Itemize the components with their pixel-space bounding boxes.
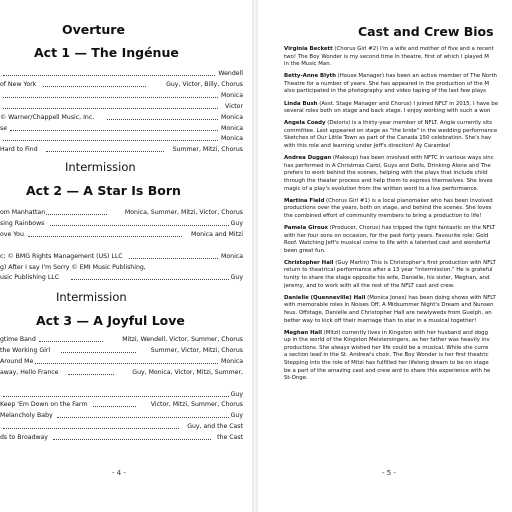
bio-name: Betty-Anne Blyth xyxy=(284,73,336,80)
bio-text: committee. Last appeared on stage as "the bride" in the wedding performance xyxy=(284,127,498,134)
bios-heading: Cast and Crew Bios xyxy=(358,24,494,39)
song-title: sing Rainbows xyxy=(0,219,45,227)
song-title: Keep 'Em Down on the Farm xyxy=(0,401,88,409)
song-performers: Mitzi, Wendell, Victor, Summer, Chorus xyxy=(122,336,243,343)
song-performers: Guy, and the Cast xyxy=(187,423,243,431)
bio-text: a section lead in the St. Andrew's choir, The Boy Wonder is her first theatric xyxy=(284,352,489,359)
dot-leader xyxy=(57,417,229,418)
song-row xyxy=(0,412,243,420)
bio-text: be a part of the amazing cast and crew and to share this experience with he xyxy=(284,367,491,374)
dot-leader xyxy=(3,75,215,76)
bio-text: has performed in A Christmas Carol, Guys and Dolls, Drinking Alone and The xyxy=(284,162,491,169)
song-title: g) After I say I'm Sorry © EMI Music Publishing, xyxy=(0,263,146,271)
bio-entry xyxy=(284,120,512,150)
song-title: usic Publishing LLC xyxy=(0,274,60,282)
song-row xyxy=(0,81,243,89)
bio-text: tunity to share the stage opposite his wife, Danielle, his sister, Meghan, and xyxy=(284,275,490,282)
song-row xyxy=(0,242,243,250)
dot-leader xyxy=(93,406,136,407)
bio-text: (Guy Martin) This is Christopher's first production with NFLT xyxy=(333,259,496,266)
song-performers: Guy xyxy=(230,274,243,282)
song-performers: Victor, Mitzi, Summer, Chorus xyxy=(150,401,243,409)
bio-text: better way to kick off their marriage than to star in a musical together! xyxy=(284,317,477,324)
bio-text: Jeremy, and to work with all the rest of the NFLT cast and crew. xyxy=(284,282,455,289)
bio-entry xyxy=(284,260,512,290)
song-row xyxy=(0,391,243,399)
song-title: © Warner/Chappell Music, Inc. xyxy=(0,113,95,121)
bio-text: up in the world of the Kingston Meistersingers, as her father was heavily inv xyxy=(284,337,490,344)
overture-heading: Overture xyxy=(62,22,125,37)
song-row xyxy=(0,336,243,344)
song-row xyxy=(0,70,243,78)
bio-text: been great fun. xyxy=(284,247,326,254)
song-title: the Working Girl xyxy=(0,346,51,354)
bio-text: also participated in the photography and video taping of the last few plays xyxy=(284,88,486,95)
bio-text: St-Onge. xyxy=(284,375,308,382)
song-performers: Monica xyxy=(221,357,243,365)
song-row xyxy=(0,209,243,217)
bio-name: Linda Bush xyxy=(284,100,318,107)
song-performers: Monica xyxy=(221,124,243,132)
song-performers: Monica xyxy=(221,113,243,121)
song-performers: Summer, Mitzi, Chorus xyxy=(172,146,243,154)
song-performers: Wendell xyxy=(218,70,243,77)
dot-leader xyxy=(28,236,182,237)
bio-name: Christopher Hall xyxy=(284,259,334,266)
song-title: ds to Broadway xyxy=(0,434,48,442)
dot-leader xyxy=(61,352,136,353)
bio-text: magic of a play's evolution from the written word to a live performance. xyxy=(284,185,479,192)
song-title: se xyxy=(0,124,8,132)
bio-text: (Makeup) has been involved with NFTC in various ways sinc xyxy=(331,155,494,162)
song-performers: Guy xyxy=(230,219,243,227)
song-row xyxy=(0,380,243,388)
bio-entry xyxy=(284,46,512,69)
bio-name: Angela Coady xyxy=(284,120,326,127)
dot-leader xyxy=(3,108,218,109)
song-performers: Guy xyxy=(230,390,243,398)
song-performers: Monica and Mitzi xyxy=(191,230,243,238)
dot-leader xyxy=(3,428,179,429)
bio-name: Andrea Duggan xyxy=(284,155,332,162)
song-title: om Manhattan xyxy=(0,209,46,216)
page-number-right: - 5 - xyxy=(382,469,396,477)
dot-leader xyxy=(129,258,218,259)
song-performers: Monica xyxy=(221,252,243,260)
bio-entry xyxy=(284,295,512,325)
bio-text: with her four sons on occasion, for the past forty years. Favourite role: Gold xyxy=(284,232,489,239)
bio-text: prefers to work behind the scenes, helping with the plays that include child xyxy=(284,170,488,177)
song-title: away, Hello France xyxy=(0,368,59,376)
bio-text: Stepping into the role of Mitzi has fulfilled her lifelong dream to be on stage xyxy=(284,360,489,367)
song-performers: Guy, Victor, Billy, Chorus xyxy=(166,80,243,88)
song-row xyxy=(0,401,243,409)
bio-text: (Asst. Stage Manager and Chorus) I joined NFLT in 2015. I have be xyxy=(317,100,499,107)
bio-text: (Deloris) is a thirty-year member of NFLT. Angie currently sits xyxy=(325,120,493,127)
bio-text: (House Manager) has been an active member of The North xyxy=(335,73,497,80)
act2-heading: Act 2 — A Star Is Born xyxy=(26,183,181,198)
song-performers: the Cast xyxy=(217,434,243,442)
bio-text: (Mitzi) currently lives in Kingston with her husband and dogg xyxy=(321,329,489,336)
song-performers: Monica xyxy=(221,135,243,143)
song-row xyxy=(0,253,243,261)
bio-entry xyxy=(284,155,512,193)
left-page xyxy=(0,0,252,512)
bio-entry xyxy=(284,225,512,255)
dot-leader xyxy=(43,86,147,87)
song-title: Melancholy Baby xyxy=(0,412,53,420)
song-row xyxy=(0,135,243,143)
bio-text: (Producer, Chorus) has tripped the light fantastic on the NFLT xyxy=(328,225,496,231)
right-page xyxy=(258,0,512,512)
bio-text: productions. She always wished her life could be a musical. While she curre xyxy=(284,344,489,351)
song-title: c; © BMG Rights Management (US) LLC xyxy=(0,252,123,260)
bio-entry xyxy=(284,330,512,383)
song-row xyxy=(0,423,243,431)
song-row xyxy=(0,434,243,442)
song-row xyxy=(0,264,243,272)
dot-leader xyxy=(10,130,218,131)
dot-leader xyxy=(46,214,107,215)
bio-text: several roles both on stage and back stage. I enjoy working with such a won xyxy=(284,108,491,115)
bio-text: in the Music Man. xyxy=(284,61,332,68)
bio-text: productions over the years, both on stage, and behind the scenes. She loves xyxy=(284,205,492,212)
dot-leader xyxy=(68,374,114,375)
bio-text: (Chorus Girl #2) I'm a wife and mother of five and a recent xyxy=(332,46,494,52)
song-performers: Guy, Monica, Victor, Mitzi, Summer, xyxy=(132,368,243,376)
song-title: Hard to Find xyxy=(0,146,38,154)
bio-text: with memorable roles in Noises Off, A Midsummer Night's Dream and Nunsen xyxy=(284,302,494,309)
bio-text: two! The Boy Wonder is my second time in theatre, first of which I played M xyxy=(284,53,489,60)
song-row xyxy=(0,358,243,366)
intermission-2: Intermission xyxy=(56,290,127,304)
dot-leader xyxy=(3,97,218,98)
dot-leader xyxy=(53,439,211,440)
song-row xyxy=(0,103,243,111)
song-title: Around Me xyxy=(0,357,34,365)
song-row xyxy=(0,220,243,228)
song-title: of New York xyxy=(0,80,37,88)
bio-text: with this role and learning under Jeff's direction! Ay Caramba! xyxy=(284,143,451,150)
song-row xyxy=(0,146,243,154)
song-performers: Victor xyxy=(225,102,243,110)
song-row xyxy=(0,92,243,100)
song-performers: Monica, Summer, Mitzi, Victor, Chorus xyxy=(124,209,243,216)
dot-leader xyxy=(35,363,218,364)
dot-leader xyxy=(3,396,229,397)
bio-text: Roof. Watching Jeff's musical come to life with a talented cast and wonderful xyxy=(284,240,491,247)
bio-entry xyxy=(284,73,512,96)
song-performers: Summer, Victor, Mitzi, Chorus xyxy=(150,346,243,354)
bio-text: feus. Offstage, Danielle and Christopher Hall are newlyweds from Guelph, an xyxy=(284,309,492,316)
dot-leader xyxy=(50,225,229,226)
dot-leader xyxy=(39,341,103,342)
bio-text: (Chorus Girl #1) is a local pianomaker who has been involved xyxy=(324,197,493,204)
bio-name: Danielle (Quenneville) Hall xyxy=(284,294,366,301)
bio-text: Sketches of Our Little Town as part of the Canada 150 celebration. She's hav xyxy=(284,135,492,142)
dot-leader xyxy=(107,119,218,120)
bio-text: the combined effort of community members to bring a production to life! xyxy=(284,212,482,219)
song-performers: Monica xyxy=(221,91,243,99)
bio-text: return to theatrical performance after a 13 year "intermission." He is grateful xyxy=(284,267,493,274)
song-performers: Guy xyxy=(230,412,243,420)
page-number-left: - 4 - xyxy=(112,469,126,477)
song-row xyxy=(0,274,243,282)
song-row xyxy=(0,369,243,377)
song-title: gtime Band xyxy=(0,336,36,343)
bio-text: (Monica Jones) has been doing shows with NFLT xyxy=(365,294,496,301)
song-row xyxy=(0,114,243,122)
bio-text: Theatre for a number of years. She has appeared in the production of the M xyxy=(284,80,490,87)
dot-leader xyxy=(71,279,229,280)
bio-entry xyxy=(284,101,512,116)
dot-leader xyxy=(3,140,218,141)
bio-name: Martina Field xyxy=(284,197,325,204)
song-title: ove You xyxy=(0,230,24,238)
dot-leader xyxy=(46,151,164,152)
bio-text: through the theater process and help them to express themselves. She loves xyxy=(284,177,493,184)
song-row xyxy=(0,231,243,239)
bio-name: Virginia Beckett xyxy=(284,46,333,52)
song-row xyxy=(0,125,243,133)
act3-heading: Act 3 — A Joyful Love xyxy=(36,313,185,328)
song-row xyxy=(0,347,243,355)
bio-entry xyxy=(284,198,512,221)
bio-name: Pamela Giroux xyxy=(284,225,329,231)
bio-name: Meghan Hall xyxy=(284,329,322,336)
act1-heading: Act 1 — The Ingénue xyxy=(34,45,179,60)
intermission-1: Intermission xyxy=(65,160,136,174)
